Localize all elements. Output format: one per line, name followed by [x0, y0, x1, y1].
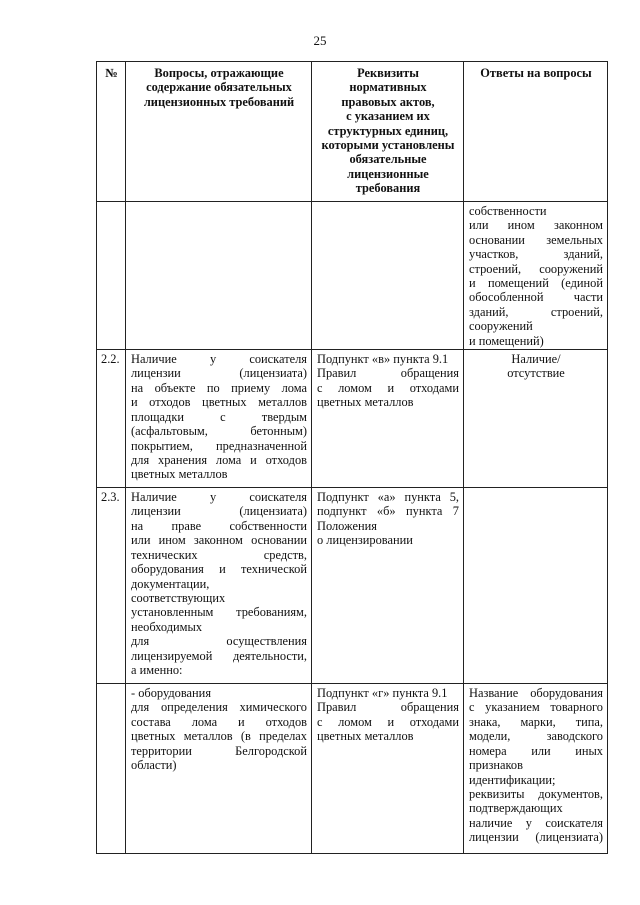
answer-line: номера или иных [469, 743, 603, 758]
row-answer [464, 684, 608, 854]
row-number [97, 684, 126, 854]
question-line: Наличие у соискателя [131, 352, 307, 367]
row-answer [464, 202, 608, 350]
requisites-line: Правил обращения [317, 366, 459, 381]
question-line: для хранения лома и отходов [131, 452, 307, 467]
requisites-line: Подпункт «г» пункта 9.1 [317, 686, 448, 701]
row-number: 2.3. [97, 488, 126, 684]
answer-line: подтверждающих [469, 801, 563, 816]
header-requisites-line: требования [355, 181, 421, 196]
row-number: 2.2. [97, 350, 126, 488]
row-question [126, 684, 312, 854]
row-requisites [312, 350, 464, 488]
table-row [97, 350, 608, 488]
header-requisites-line: Реквизиты [357, 66, 419, 80]
answer-line: признаков [469, 758, 523, 773]
requisites-line: о лицензировании [317, 533, 413, 548]
question-line: оборудования и технической [131, 562, 307, 577]
question-line: и отходов цветных металлов [131, 395, 307, 410]
row-requisites [312, 202, 464, 350]
question-line: для осуществления [131, 634, 307, 649]
table-row [97, 202, 608, 350]
question-line: площадки с твердым [131, 409, 307, 424]
question-line: документации, [131, 576, 210, 591]
header-requisites-line: структурных единиц, [327, 123, 449, 138]
header-questions-line: лицензионных требований [143, 94, 295, 109]
table-header-row [97, 62, 608, 202]
header-requisites-line: правовых актов, [341, 94, 435, 109]
header-requisites-line: которыми установлены [321, 138, 455, 153]
requisites-line: Положения [317, 518, 377, 533]
requisites-line: Подпункт «в» пункта 9.1 [317, 352, 449, 367]
question-line: для определения химического [131, 700, 307, 715]
question-line: на праве собственности [131, 518, 307, 533]
answer-line: наличие у соискателя [469, 815, 603, 830]
header-questions-line: содержание обязательных [146, 80, 292, 95]
requisites-line: с ломом и отходами [317, 380, 459, 395]
answer-line: лицензии (лицензиата) [469, 830, 603, 845]
question-line: Наличие у соискателя [131, 490, 307, 505]
requisites-line: подпункт «б» пункта 7 [317, 504, 459, 519]
answer-line: знака, марки, типа, [469, 714, 603, 729]
answer-line: Наличие/ [511, 352, 561, 367]
question-line: области) [131, 758, 177, 773]
question-line: технических средств, [131, 547, 307, 562]
question-line: цветных металлов [131, 467, 228, 482]
header-questions-line: Вопросы, отражающие [154, 66, 284, 80]
question-line: установленным требованиям, [131, 605, 307, 620]
header-requisites-line: обязательные [349, 152, 427, 167]
requisites-line: Правил обращения [317, 700, 459, 715]
row-answer [464, 488, 608, 684]
header-answers: Ответы на вопросы [464, 62, 608, 202]
answer-line: идентификации; [469, 772, 556, 787]
row-question [126, 488, 312, 684]
header-requisites-line: с указанием их [346, 109, 430, 124]
header-requisites-line: лицензионные [347, 166, 429, 181]
requisites-line: цветных металлов [317, 395, 414, 410]
question-line: - оборудования [131, 686, 212, 701]
answer-line: реквизиты документов, [469, 786, 603, 801]
row-question [126, 350, 312, 488]
question-line: на объекте по приему лома [131, 380, 307, 395]
question-line: или ином законном основании [131, 533, 307, 548]
answer-line: сооружений [469, 319, 533, 334]
requisites-line: Подпункт «а» пункта 5, [317, 490, 459, 505]
question-line: состава лома и отходов [131, 714, 307, 729]
page-number: 25 [313, 33, 327, 48]
question-line: лицензии (лицензиата) [131, 504, 307, 519]
table-row [97, 684, 608, 854]
row-requisites [312, 684, 464, 854]
table-row [97, 488, 608, 684]
answer-line: зданий, строений, [469, 304, 603, 319]
row-question [126, 202, 312, 350]
header-num: № [97, 62, 126, 202]
answer-line: Название оборудования [469, 686, 603, 701]
requisites-line: цветных металлов [317, 729, 414, 744]
header-requisites [312, 62, 464, 202]
answer-line: собственности [469, 204, 547, 218]
question-line: цветных металлов (в пределах [131, 729, 307, 744]
row-answer [464, 350, 608, 488]
answer-line: и помещений (единой [469, 276, 603, 291]
answer-line: отсутствие [507, 366, 565, 381]
license-requirements-table [96, 61, 608, 854]
answer-line: или ином законном [469, 218, 603, 233]
requisites-line: с ломом и отходами [317, 714, 459, 729]
answer-line: и помещений) [469, 333, 544, 348]
question-line: покрытием, предназначенной [131, 438, 307, 453]
answer-line: участков, зданий, [469, 247, 603, 262]
row-number [97, 202, 126, 350]
question-line: территории Белгородской [131, 743, 307, 758]
header-requisites-line: нормативных [349, 80, 427, 95]
question-line: а именно: [131, 662, 183, 677]
question-line: соответствующих [131, 590, 226, 605]
answer-line: обособленной части [469, 290, 603, 305]
answer-line: строений, сооружений [469, 261, 603, 276]
question-line: лицензируемой деятельности, [131, 648, 307, 663]
answer-line: с указанием товарного [469, 700, 603, 715]
header-questions [126, 62, 312, 202]
question-line: (асфальтовым, бетонным) [131, 424, 307, 439]
question-line: необходимых [131, 619, 203, 634]
answer-line: основании земельных [469, 232, 603, 247]
question-line: лицензии (лицензиата) [131, 366, 307, 381]
row-requisites [312, 488, 464, 684]
answer-line: модели, заводского [469, 729, 603, 744]
